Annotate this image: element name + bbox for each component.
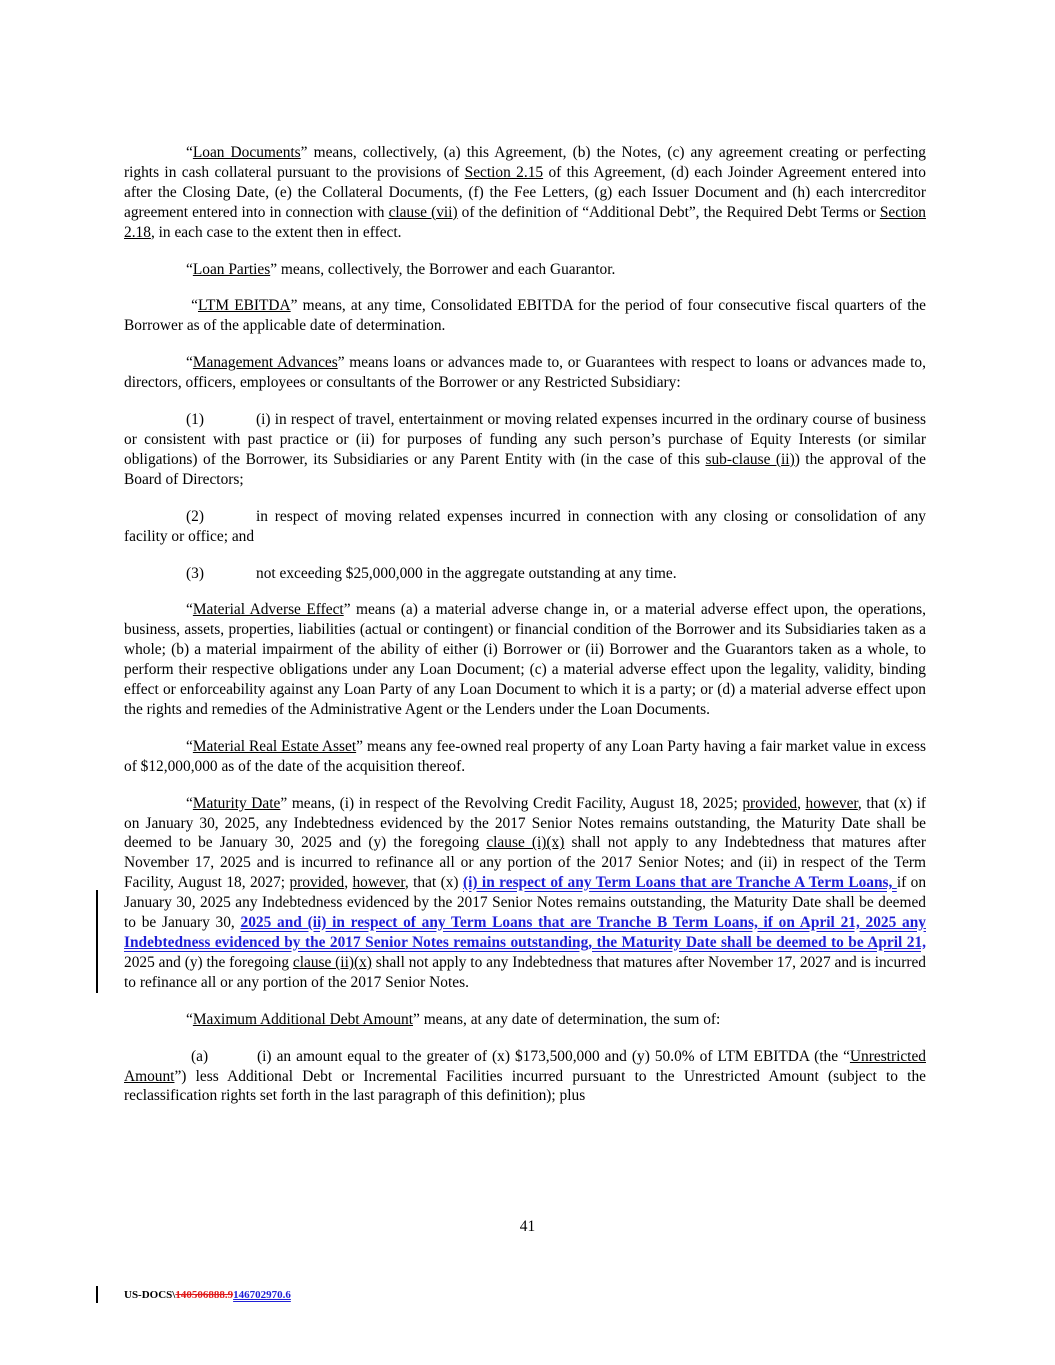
list-number: (a) bbox=[191, 1047, 209, 1065]
list-number: (3) bbox=[186, 564, 204, 582]
cross-reference: Section 2.18 bbox=[124, 203, 926, 241]
definition-material-adverse-effect: “Material Adverse Effect” means (a) a material adverse change in, or a material adverse effect upon, the operations, business, assets, properties, liabilities (actual or contingent) or financial condition of the Borrower and its Subsidiaries taken as a whole; (b) a material impairment of the ability of either (i) Borrower or (ii) Borrower and the Guarantors taken as a whole, to perform their respective obligations under any Loan Document; (c) a material adverse effect upon the legality, validity, binding effect or enforceability against any Loan Party of any Loan Document to which it is a party; or (d) a material adverse effect upon the rights and remedies of the Administrative Agent or the Lenders under the Loan Documents. bbox=[124, 601, 926, 718]
document-body bbox=[124, 143, 926, 1123]
definition-maturity-date: “Maturity Date” means, (i) in respect of the Revolving Credit Facility, August 18, 2025; provided, however, that (x) if on January 30, 2025, any Indebtedness evidenced by the 2017 Senior Notes remains outstanding, the Maturity Date shall be deemed to be January 30, 2025 and (y) the foregoing clause (i)(x) shall not apply to any Indebtedness that matures after November 17, 2025 and is incurred to refinance all or any portion of the 2017 Senior Notes; and (ii) in respect of the Term Facility, August 18, 2027; provided, however, that (x) (i) in respect of any Term Loans that are Tranche A Term Loans, if on January 30, 2025 any Indebtedness evidenced by the 2017 Senior Notes remains outstanding, the Maturity Date shall be deemed to be January 30, 2025 and (ii) in respect of any Term Loans that are Tranche B Term Loans, if on April 21, 2025 any Indebtedness evidenced by the 2017 Senior Notes remains outstanding, the Maturity Date shall be deemed to be April 21, 2025 and (y) the foregoing clause (ii)(x) shall not apply to any Indebtedness that matures after November 17, 2027 and is incurred to refinance all or any portion of the 2017 Senior Notes. bbox=[124, 794, 927, 991]
change-bar bbox=[96, 1286, 98, 1303]
cross-reference: clause (vii) bbox=[388, 203, 458, 221]
document-id-footer bbox=[124, 1289, 291, 1301]
definition-material-real-estate-asset: “Material Real Estate Asset” means any fee-owned real property of any Loan Party having a fair market value in excess of $12,000,000 as of the date of the acquisition thereof. bbox=[124, 737, 926, 775]
cross-reference: Section 2.15 bbox=[464, 163, 544, 181]
definition-loan-documents: “Loan Documents” means, collectively, (a) this Agreement, (b) the Notes, (c) any agreement creating or perfecting rights in cash collateral pursuant to the provisions of Section 2.15 of this Agreement, (d) each Joinder Agreement entered into after the Closing Date, (e) the Collateral Documents, (f) the Fee Letters, (g) each Issuer Document and (h) each intercreditor agreement entered into in connection with clause (vii) of the definition of “Additional Debt”, the Required Debt Terms or Section 2.18, in each case to the extent then in effect. bbox=[124, 144, 927, 241]
defined-term: Unrestricted Amount bbox=[124, 1047, 926, 1085]
doc-id-prefix: US-DOCS\ bbox=[124, 1289, 176, 1301]
definition-maximum-additional-debt-amount: “Maximum Additional Debt Amount” means, at any date of determination, the sum of: bbox=[186, 1010, 721, 1028]
inserted-doc-id: 146702970.6 bbox=[233, 1289, 291, 1301]
list-item-2: (2) in respect of moving related expenses incurred in connection with any closing or consolidation of any facility or office; and bbox=[124, 507, 926, 545]
cross-reference: clause (i)(x) bbox=[486, 834, 565, 852]
definition-management-advances: “Management Advances” means loans or advances made to, or Guarantees with respect to loans or advances made to, directors, officers, employees or consultants of the Borrower or any Restricted Subsidiary: bbox=[124, 354, 926, 392]
defined-term: Management Advances bbox=[192, 354, 338, 372]
defined-term: Maximum Additional Debt Amount bbox=[192, 1010, 414, 1028]
change-bar bbox=[96, 890, 98, 993]
list-item-1: (1) (i) in respect of travel, entertainment or moving related expenses incurred in the ordinary course of business or consistent with past practice or (ii) for purposes of funding any such person’s purchase of Equity Interests (or similar obligations) of the Borrower, its Subsidiaries or any Parent Entity with (in the case of this sub-clause (ii)) the approval of the Board of Directors; bbox=[124, 411, 926, 488]
definition-ltm-ebitda: “LTM EBITDA” means, at any time, Consolidated EBITDA for the period of four consecutive fiscal quarters of the Borrower as of the applicable date of determination. bbox=[124, 297, 926, 335]
defined-term: Material Real Estate Asset bbox=[192, 737, 357, 755]
defined-term: LTM EBITDA bbox=[197, 297, 291, 315]
deleted-doc-id: 140506888.9 bbox=[175, 1289, 234, 1301]
list-number: (2) bbox=[186, 507, 204, 525]
inserted-text: 2025 and (ii) in respect of any Term Loans that are Tranche B Term Loans, if on April 21, 2025 any Indebtedness evidenced by the 2017 Senior Notes remains outstanding, the Maturity Date shall be deemed to be April 21, bbox=[124, 914, 926, 951]
defined-term: Material Adverse Effect bbox=[192, 601, 344, 619]
list-item-3: (3) not exceeding $25,000,000 in the aggregate outstanding at any time. bbox=[186, 564, 677, 582]
inserted-text: (i) in respect of any Term Loans that are Tranche A Term Loans, bbox=[462, 874, 897, 892]
defined-term: Loan Parties bbox=[192, 260, 271, 278]
list-item-a: (a) (i) an amount equal to the greater of (x) $173,500,000 and (y) 50.0% of LTM EBITDA (the “Unrestricted Amount”) less Additional Debt or Incremental Facilities incurred pursuant to the Unrestricted Amount (subject to the reclassification rights set forth in the last paragraph of this definition); plus bbox=[124, 1047, 926, 1105]
list-number: (1) bbox=[186, 411, 204, 429]
page-number: 41 bbox=[519, 1218, 536, 1235]
cross-reference: clause (ii)(x) bbox=[292, 953, 372, 971]
defined-term: Loan Documents bbox=[192, 144, 301, 161]
defined-term: Maturity Date bbox=[192, 794, 281, 812]
definition-loan-parties: “Loan Parties” means, collectively, the Borrower and each Guarantor. bbox=[186, 260, 616, 278]
cross-reference: sub-clause (ii) bbox=[705, 450, 795, 468]
